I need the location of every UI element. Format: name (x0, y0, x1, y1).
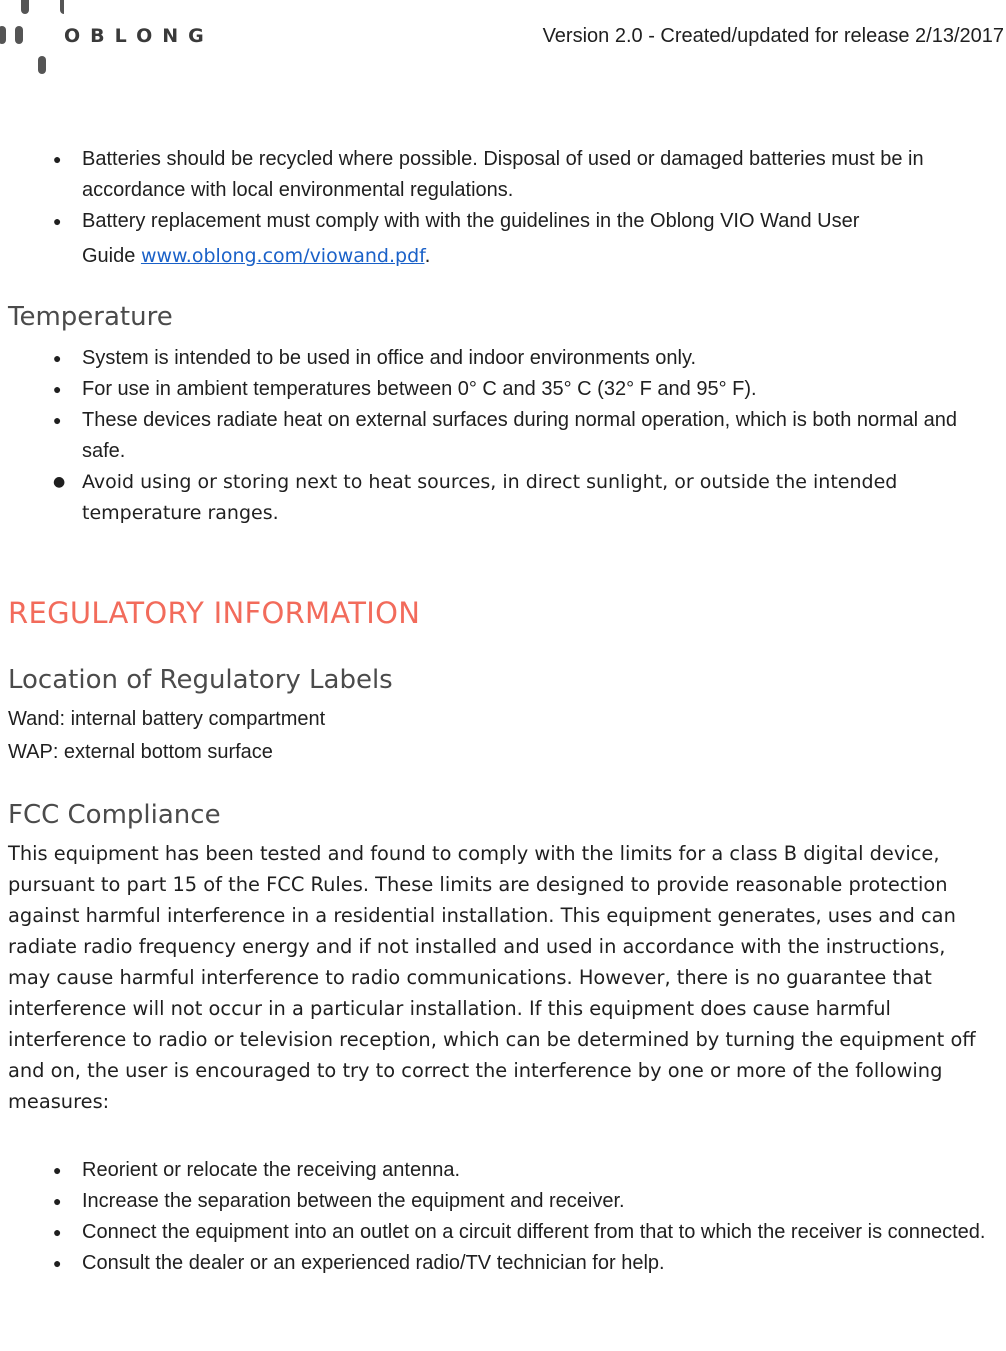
oblong-logo (0, 0, 214, 80)
wap-label-location: WAP: external bottom surface (8, 741, 273, 763)
list-item: ● These devices radiate heat on external surfaces during normal operation, which is both normal and safe. (8, 405, 998, 467)
regulatory-heading: REGULATORY INFORMATION (8, 596, 421, 630)
list-item: ● Batteries should be recycled where possible. Disposal of used or damaged batteries must be in accordance with local environmental regulations. (8, 144, 998, 206)
list-item: ● Avoid using or storing next to heat sources, in direct sunlight, or outside the intended temperature ranges. (8, 467, 998, 529)
version-note: Version 2.0 - Created/updated for release 2/13/2017 (542, 25, 1004, 47)
wand-label-location: Wand: internal battery compartment (8, 708, 326, 730)
temperature-heading: Temperature (8, 302, 173, 332)
list-item: ● Connect the equipment into an outlet on a circuit different from that to which the receiver is connected. (8, 1217, 998, 1248)
list-item: ● Consult the dealer or an experienced radio/TV technician for help. (8, 1248, 998, 1279)
list-item: ● Increase the separation between the equipment and receiver. (8, 1186, 998, 1217)
guide-suffix: . (424, 245, 431, 267)
battery-list (8, 144, 998, 275)
temperature-list (8, 343, 998, 529)
fcc-measures-list (8, 1155, 998, 1279)
list-item: ● For use in ambient temperatures between 0° C and 35° C (32° F and 95° F). (8, 374, 998, 405)
list-item: ● Reorient or relocate the receiving antenna. (8, 1155, 998, 1186)
guide-prefix: Guide (82, 245, 141, 267)
document-body (8, 144, 998, 1279)
list-item-text: Battery replacement must comply with with the guidelines in the Oblong VIO Wand User (82, 210, 860, 232)
list-item: ● System is intended to be used in office and indoor environments only. (8, 343, 998, 374)
fcc-paragraph: This equipment has been tested and found to comply with the limits for a class B digital device, pursuant to part 15 of the FCC Rules. These limits are designed to provide reasonable protection against harmful interference in a residential installation. This equipment generates, uses and can radiate radio frequency energy and if not installed and used in accordance with the instructions, may cause harmful interference to radio communications. However, there is no guarantee that interference will not occur in a particular installation. If this equipment does cause harmful interference to radio or television reception, which can be determined by turning the equipment off and on, the user is encouraged to try to correct the interference by one or more of the following measures: (8, 842, 976, 1113)
list-item (8, 206, 998, 275)
viowand-guide-link[interactable]: www.oblong.com/viowand.pdf (140, 245, 425, 267)
fcc-heading: FCC Compliance (8, 800, 221, 830)
logo-mark-icon (0, 0, 64, 80)
logo-wordmark: OBLONG (64, 25, 214, 47)
labels-heading: Location of Regulatory Labels (8, 665, 393, 695)
